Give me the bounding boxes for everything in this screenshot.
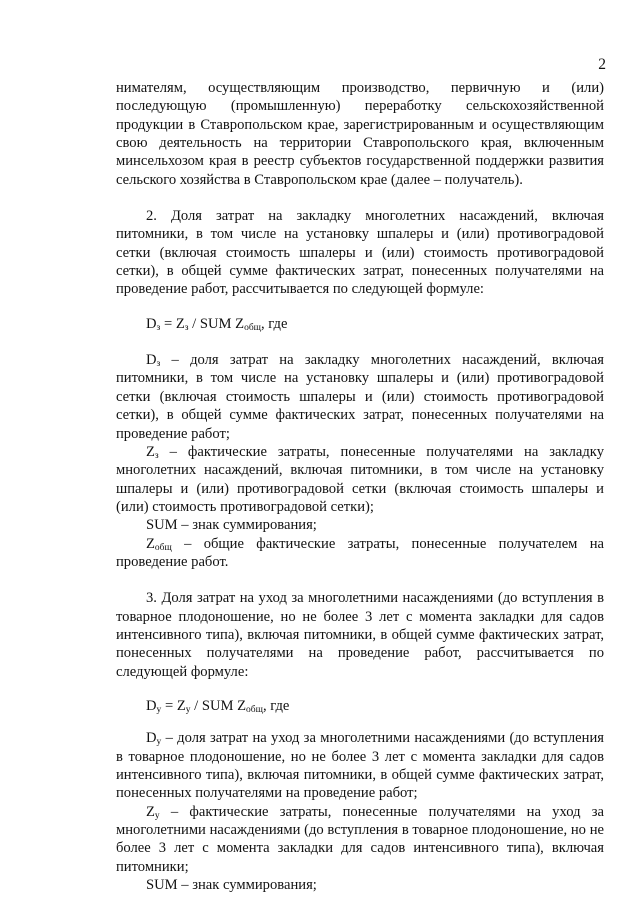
formula-2-op: / SUM Z — [188, 315, 245, 332]
definition-z-total — [116, 535, 604, 572]
definition-z-z-sub: з — [154, 450, 159, 461]
definition-d-z — [116, 351, 604, 443]
formula-3 — [116, 697, 604, 715]
definition-z-total-sub: общ — [154, 542, 172, 553]
definition-z-u-symbol: Z — [146, 803, 155, 820]
item-2-paragraph: 2. Доля затрат на закладку многолетних насаждений, включая питомники, в том числе на установку шпалеры и (или) противоградовой сетки (включая стоимость шпалеры и (или) стоимость противоградовой сетки), в общей сумме фактических затрат, понесенных получателями на проведение работ, рассчитывается по следующей формуле: — [116, 208, 604, 298]
definition-z-total-text: – общие фактические затраты, понесенные получателем на проведение работ. — [116, 535, 604, 570]
document-body — [116, 79, 604, 894]
definition-z-u-text: – фактические затраты, понесенные получателями на уход за многолетними насаждениями (до вступления в товарное плодоношение, но не более 3 лет с момента закладки для садов интенсивного типа), включая питомники; — [116, 803, 604, 875]
definition-z-z — [116, 443, 604, 516]
definition-d-u-symbol: D — [146, 730, 157, 747]
definition-d-u-sub: у — [156, 737, 162, 748]
formula-2-mid: = Z — [160, 315, 185, 332]
item-3-paragraph: 3. Доля затрат на уход за многолетними насаждениями (до вступления в товарное плодоношение, но не более 3 лет с момента закладки для садов интенсивного типа), включая питомники, в общей сумме фактических затрат, понесенных получателями на проведение работ, рассчитывается по следующей формуле: — [116, 590, 604, 680]
formula-3-mid-sub: у — [185, 704, 191, 715]
formula-2-tail: , где — [260, 315, 288, 332]
formula-3-mid: = Z — [161, 697, 186, 714]
definition-z-total-symbol: Z — [146, 535, 155, 552]
formula-2 — [116, 315, 604, 333]
definition-z-u-sub: у — [154, 810, 160, 821]
definition-z-u — [116, 803, 604, 876]
formula-2-mid-sub: з — [184, 322, 189, 333]
definition-z-z-symbol: Z — [146, 443, 155, 460]
definition-d-u-text: – доля затрат на уход за многолетними насаждениями (до вступления в товарное плодоношение, но не более 3 лет с момента закладки для садов интенсивного типа), включая питомники, в общей сумме фактических затрат, понесенных получателями на проведение работ; — [116, 730, 604, 802]
definition-z-z-text: – фактические затраты, понесенные получателями на закладку многолетних насаждений, включая питомники, в том числе на установку шпалеры и (или) противоградовой сетки (включая стоимость шпалеры и (или) стоимость противоградовой сетки); — [116, 443, 604, 515]
formula-2-lhs-sub: з — [156, 322, 161, 333]
formula-3-lhs-sub: у — [156, 704, 162, 715]
definition-d-z-sub: з — [156, 359, 161, 370]
definition-sum-1: SUM – знак суммирования; — [146, 517, 317, 534]
intro-paragraph: нимателям, осуществляющим производство, первичную и (или) последующую (промышленную) переработку сельскохозяйственной продукции в Ставропольском крае, зарегистрированным и осуществляющим свою деятельность на территории Ставропольского края, включенным минсельхозом края в реестр субъектов государственной поддержки развития сельского хозяйства в Ставропольском крае (далее – получатель). — [116, 80, 604, 188]
formula-3-tail: , где — [262, 697, 290, 714]
page-number: 2 — [598, 56, 606, 73]
formula-2-lhs: D — [146, 315, 157, 332]
definition-d-z-symbol: D — [146, 352, 157, 369]
definition-d-u — [116, 729, 604, 802]
formula-3-op-sub: общ — [246, 704, 263, 715]
formula-2-op-sub: общ — [244, 322, 261, 333]
definition-d-z-text: – доля затрат на закладку многолетних насаждений, включая питомники, в том числе на установку шпалеры и (или) противоградовой сетки (включая стоимость шпалеры и (или) стоимость противоградовой сетки), в общей сумме фактических затрат, понесенных получателями на проведение работ; — [116, 352, 604, 442]
definition-sum-2: SUM – знак суммирования; — [146, 877, 317, 894]
formula-3-lhs: D — [146, 697, 157, 714]
formula-3-op: / SUM Z — [190, 697, 247, 714]
